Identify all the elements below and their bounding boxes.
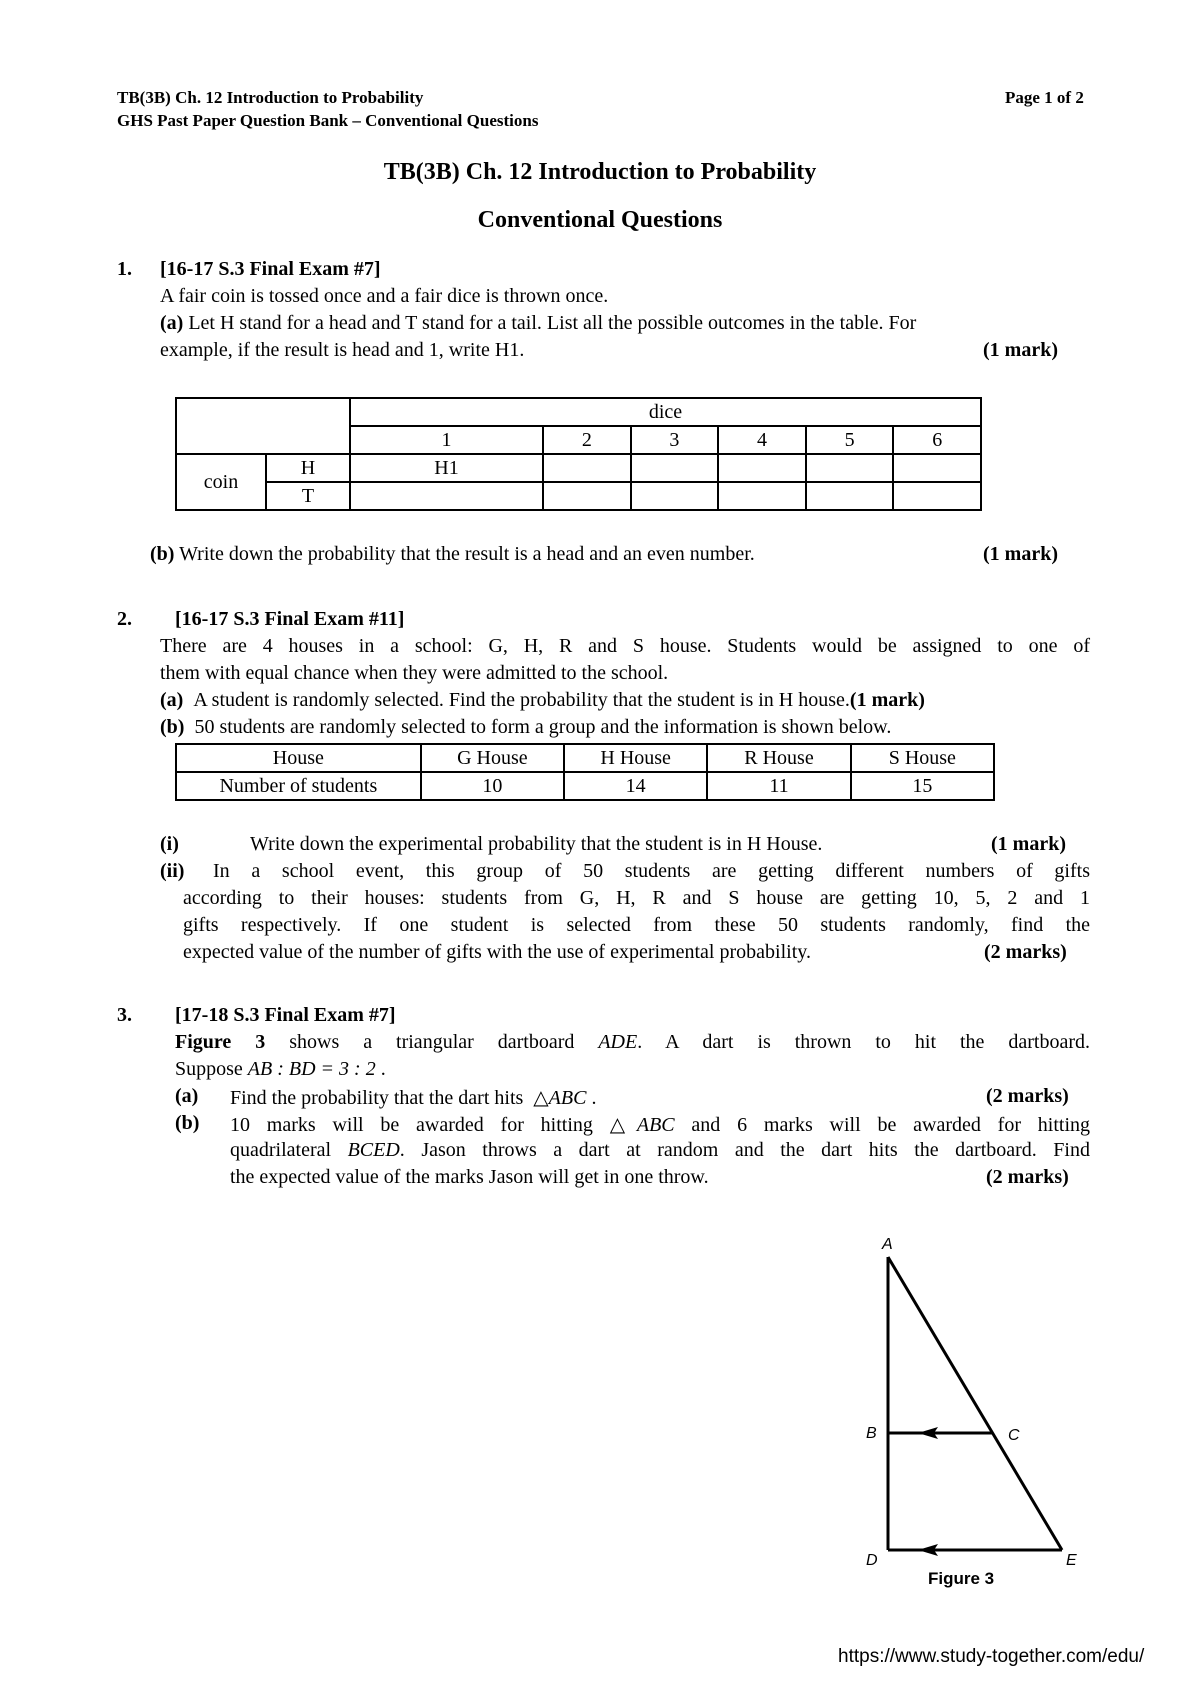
header-left-line1: TB(3B) Ch. 12 Introduction to Probability	[117, 88, 424, 107]
q2-header-h: H House	[564, 744, 707, 772]
label-b: B	[866, 1425, 877, 1442]
header-left-line2: GHS Past Paper Question Bank – Conventional Questions	[117, 111, 539, 130]
q1-intro: A fair coin is tossed once and a fair dice is thrown once.	[160, 285, 609, 307]
q1-row-t: T	[266, 482, 350, 510]
q3-intro-text: shows a triangular dartboard	[265, 1031, 599, 1053]
q2-part-i-label: (i)	[160, 833, 179, 855]
q3-part-b-text2: and 6 marks will be awarded for hitting	[674, 1114, 1090, 1136]
q3-part-a-marks: (2 marks)	[986, 1085, 1069, 1107]
segment-ae	[888, 1257, 1062, 1550]
q1-part-b-text: Write down the probability that the result is a head and an even number.	[174, 543, 755, 565]
q1-dice-value: 5	[806, 426, 894, 454]
q2-header-g: G House	[421, 744, 564, 772]
q3-part-b-quad: quadrilateral	[230, 1139, 348, 1161]
q2-value-g: 10	[421, 772, 564, 800]
label-c: C	[1008, 1427, 1020, 1444]
q1-source-text: [16-17 S.3 Final Exam #7]	[160, 258, 381, 280]
q3-part-b-line2-text: . Jason throws a dart at random and the dart hits the dartboard. Find	[399, 1139, 1090, 1161]
q1-dice-value: 1	[350, 426, 543, 454]
q1-part-a-marks: (1 mark)	[983, 339, 1058, 361]
q3-triangle-abc: △ABC	[533, 1087, 587, 1109]
q2-part-ii-line1: In a school event, this group of 50 students are getting different numbers of gifts	[213, 860, 1090, 882]
page-subtitle: Conventional Questions	[477, 207, 723, 233]
q2-part-ii-line3: gifts respectively. If one student is selected from these 50 students randomly, find the	[183, 914, 1090, 936]
q2-intro-line1: There are 4 houses in a school: G, H, R and S house. Students would be assigned to one of	[160, 635, 1090, 657]
q2-value-s: 15	[851, 772, 994, 800]
q3-part-a: Find the probability that the dart hits △ABC .	[230, 1087, 597, 1109]
q2-part-a-marks: (1 mark)	[849, 689, 925, 711]
label-e: E	[1066, 1552, 1077, 1569]
q2-part-i-marks: (1 mark)	[991, 833, 1066, 855]
page-title: TB(3B) Ch. 12 Introduction to Probability	[383, 159, 817, 185]
q1-dice-value: 6	[893, 426, 981, 454]
q3-bced: BCED	[347, 1139, 400, 1161]
q2-row-label: Number of students	[176, 772, 421, 800]
q3-part-b-label: (b)	[175, 1112, 200, 1134]
q2-source: [16-17 S.3 Final Exam #11]	[175, 608, 405, 630]
footer-url[interactable]: https://www.study-together.com/edu/	[838, 1646, 1145, 1667]
q1-part-b-label: (b)	[150, 543, 175, 565]
q1-cell-h1: H1	[350, 454, 543, 482]
label-d: D	[866, 1552, 878, 1569]
q2-part-b-label: (b)	[160, 716, 185, 738]
q1-table-dice-header: dice	[350, 398, 981, 426]
q2-part-i-text: Write down the experimental probability that the student is in H House.	[250, 833, 823, 855]
figure-caption: Figure 3	[928, 1569, 995, 1588]
q2-header-s: S House	[851, 744, 994, 772]
q3-part-a-label: (a)	[175, 1085, 199, 1107]
q3-figure-ref: Figure 3	[175, 1031, 266, 1053]
q3-ade: ADE	[598, 1031, 638, 1053]
q2-header-house: House	[176, 744, 421, 772]
q2-part-ii-line4: expected value of the number of gifts with the use of experimental probability.	[183, 941, 811, 963]
q1-part-a-label: (a)	[160, 312, 184, 334]
q1-number: 1.	[117, 258, 132, 280]
q2-header-r: R House	[707, 744, 850, 772]
label-a: A	[882, 1236, 893, 1253]
q1-table-coin-label: coin	[176, 454, 266, 510]
q1-dice-value: 4	[718, 426, 806, 454]
q1-part-a-text: Let H stand for a head and T stand for a tail. List all the possible outcomes in the table. For	[183, 312, 917, 334]
q3-part-b-text1: 10 marks will be awarded for hitting	[230, 1114, 610, 1136]
q2-part-b-text: 50 students are randomly selected to form a group and the information is shown below.	[194, 716, 892, 738]
q3-number: 3.	[117, 1004, 132, 1026]
q2-number: 2.	[117, 608, 132, 630]
q2-intro-line2: them with equal chance when they were admitted to the school.	[160, 662, 669, 684]
q3-part-b-line3: the expected value of the marks Jason will get in one throw.	[230, 1166, 709, 1188]
header-page-number: Page 1 of 2	[1005, 88, 1084, 107]
q1-dice-value: 2	[543, 426, 631, 454]
q2-part-a-text: A student is randomly selected. Find the probability that the student is in H house.	[193, 689, 850, 711]
q3-part-b-marks: (2 marks)	[986, 1166, 1069, 1188]
q2-part-a-label: (a)	[160, 689, 184, 711]
q2-part-ii-line2: according to their houses: students from G, H, R and S house are getting 10, 5, 2 and 1	[183, 887, 1090, 909]
q1-part-b-marks: (1 mark)	[983, 543, 1058, 565]
q3-source: [17-18 S.3 Final Exam #7]	[175, 1004, 396, 1026]
q1-part-a-line2: example, if the result is head and 1, write H1.	[160, 339, 525, 361]
q3-ratio: AB : BD = 3 : 2	[247, 1058, 376, 1080]
q1-dice-value: 3	[631, 426, 719, 454]
q3-part-a-text: Find the probability that the dart hits	[230, 1087, 529, 1109]
q1-row-h: H	[266, 454, 350, 482]
q2-value-h: 14	[564, 772, 707, 800]
q2-part-ii-label: (ii)	[160, 860, 185, 882]
q3-suppose: Suppose AB : BD = 3 : 2 .	[175, 1058, 386, 1080]
q2-part-ii-marks: (2 marks)	[984, 941, 1067, 963]
q3-intro-end: . A dart is thrown to hit the dartboard.	[637, 1031, 1090, 1053]
q3-suppose-text: Suppose	[175, 1058, 248, 1080]
q2-value-r: 11	[707, 772, 850, 800]
q3-triangle-abc-2: △ABC	[609, 1114, 675, 1136]
